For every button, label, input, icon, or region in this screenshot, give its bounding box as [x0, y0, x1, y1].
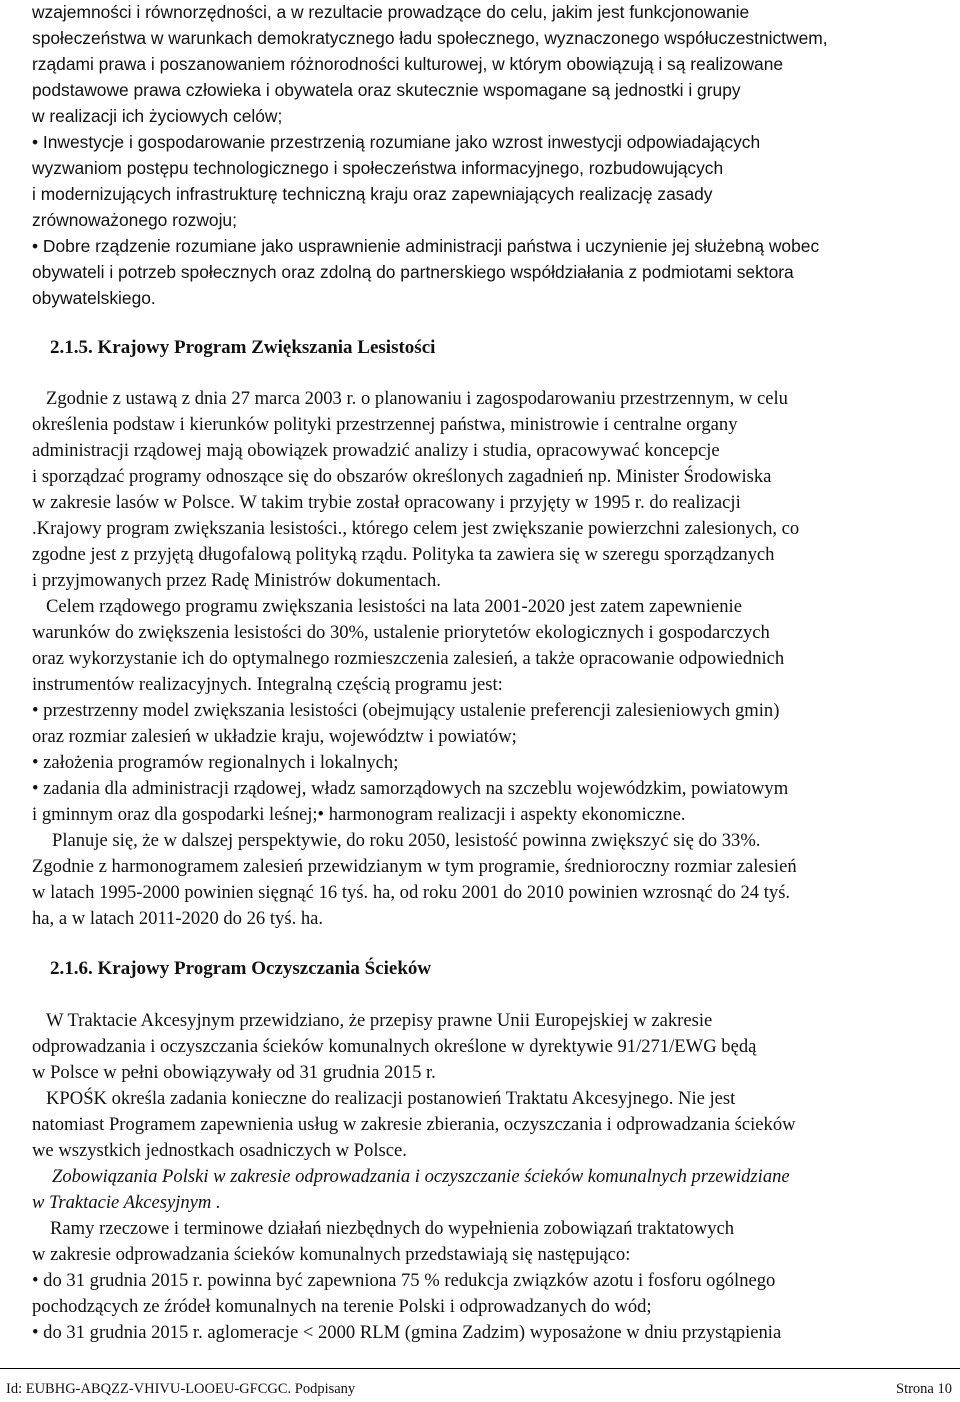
text-line: zrównoważonego rozwoju;	[32, 210, 237, 230]
text-line: ha, a w latach 2011-2020 do 26 tyś. ha.	[32, 908, 324, 929]
text-line: w realizacji ich życiowych celów;	[32, 106, 283, 126]
text-line: wzajemności i równorzędności, a w rezultacie prowadzące do celu, jakim jest funkcjonowanie	[32, 2, 750, 22]
italic-text-line: w Traktacie Akcesyjnym .	[32, 1192, 221, 1213]
text-line: w zakresie lasów w Polsce. W takim trybie został opracowany i przyjęty w 1995 r. do realizacji	[32, 492, 741, 513]
text-line: w Polsce w pełni obowiązywały od 31 grudnia 2015 r.	[32, 1062, 436, 1083]
text-line: obywatelskiego.	[32, 288, 156, 308]
text-line: natomiast Programem zapewnienia usług w zakresie zbierania, oczyszczania i odprowadzania ścieków	[32, 1114, 796, 1135]
text-line: Zgodnie z harmonogramem zalesień przewidzianym w tym programie, średnioroczny rozmiar zalesień	[32, 856, 797, 877]
text-line: Planuje się, że w dalszej perspektywie, do roku 2050, lesistość powinna zwiększyć się do 33%.	[52, 830, 761, 851]
text-line: administracji rządowej mają obowiązek prowadzić analizy i studia, opracowywać koncepcje	[32, 440, 720, 461]
text-line: .Krajowy program zwiększania lesistości., którego celem jest zwiększanie powierzchni zalesionych, co	[32, 518, 800, 539]
text-line: Celem rządowego programu zwiększania lesistości na lata 2001-2020 jest zatem zapewnienie	[46, 596, 742, 617]
section-heading: 2.1.5. Krajowy Program Zwiększania Lesistości	[50, 337, 436, 358]
text-line: obywateli i potrzeb społecznych oraz zdolną do partnerskiego współdziałania z podmiotami sektora	[32, 262, 794, 282]
text-line: i sporządzać programy odnoszące się do obszarów określonych zagadnień np. Minister Środowiska	[32, 466, 772, 487]
bullet-item: • do 31 grudnia 2015 r. powinna być zapewniona 75 % redukcja związków azotu i fosforu ogólnego	[32, 1270, 776, 1291]
page-footer	[0, 1368, 960, 1402]
text-line: KPOŚK określa zadania konieczne do realizacji postanowień Traktatu Akcesyjnego. Nie jest	[46, 1088, 736, 1109]
text-line: społeczeństwa w warunkach demokratycznego ładu społecznego, wyznaczonego współuczestnictwem,	[32, 28, 828, 48]
text-line: zgodne jest z przyjętą długofalową polityką rządu. Polityka ta zawiera się w szeregu sporządzanych	[32, 544, 775, 565]
bullet-item: • zadania dla administracji rządowej, władz samorządowych na szczeblu wojewódzkim, powiatowym	[32, 778, 789, 799]
bullet-item: • założenia programów regionalnych i lokalnych;	[32, 752, 399, 773]
text-line: pochodzących ze źródeł komunalnych na terenie Polski i odprowadzanych do wód;	[32, 1296, 652, 1317]
page-number: Strona 10	[896, 1381, 952, 1397]
text-line: W Traktacie Akcesyjnym przewidziano, że przepisy prawne Unii Europejskiej w zakresie	[46, 1010, 713, 1031]
text-line: instrumentów realizacyjnych. Integralną częścią programu jest:	[32, 674, 503, 695]
text-line: oraz wykorzystanie ich do optymalnego rozmieszczenia zalesień, a także opracowanie odpowiednich	[32, 648, 785, 669]
footer-divider	[0, 1368, 960, 1369]
bullet-item: • Inwestycje i gospodarowanie przestrzenią rozumiane jako wzrost inwestycji odpowiadających	[32, 132, 761, 152]
text-line: Ramy rzeczowe i terminowe działań niezbędnych do wypełnienia zobowiązań traktatowych	[50, 1218, 735, 1239]
text-line: określenia podstaw i kierunków polityki przestrzennej państwa, ministrowie i centralne organy	[32, 414, 738, 435]
text-line: w latach 1995-2000 powinien sięgnąć 16 tyś. ha, od roku 2001 do 2010 powinien wzrosnąć do 24 tyś.	[32, 882, 791, 903]
text-line: i przyjmowanych przez Radę Ministrów dokumentach.	[32, 570, 441, 591]
text-line: podstawowe prawa człowieka i obywatela oraz skutecznie wspomagane są jednostki i grupy	[32, 80, 741, 100]
text-line: wyzwaniom postępu technologicznego i społeczeństwa informacyjnego, rozbudowujących	[32, 158, 724, 178]
text-line: oraz rozmiar zalesień w układzie kraju, województw i powiatów;	[32, 726, 517, 747]
document-id: Id: EUBHG-ABQZZ-VHIVU-LOOEU-GFCGC. Podpisany	[6, 1381, 356, 1397]
text-line: w zakresie odprowadzania ścieków komunalnych przedstawiają się następująco:	[32, 1244, 631, 1265]
section-heading: 2.1.6. Krajowy Program Oczyszczania Ścieków	[50, 958, 432, 979]
text-line: odprowadzania i oczyszczania ścieków komunalnych określone w dyrektywie 91/271/EWG będą	[32, 1036, 757, 1057]
bullet-item: • przestrzenny model zwiększania lesistości (obejmujący ustalenie preferencji zalesieniowych gmin)	[32, 700, 780, 721]
bullet-item: • Dobre rządzenie rozumiane jako usprawnienie administracji państwa i uczynienie jej służebną wobec	[32, 236, 820, 256]
text-line: i modernizujących infrastrukturę techniczną kraju oraz zapewniających realizację zasady	[32, 184, 713, 204]
text-line: rządami prawa i poszanowaniem różnorodności kulturowej, w którym obowiązują i są realizowane	[32, 54, 784, 74]
text-line: Zgodnie z ustawą z dnia 27 marca 2003 r. o planowaniu i zagospodarowaniu przestrzennym, w celu	[46, 388, 788, 409]
text-line: we wszystkich jednostkach osadniczych w Polsce.	[32, 1140, 407, 1161]
text-line: warunków do zwiększenia lesistości do 30%, ustalenie priorytetów ekologicznych i gospodarczych	[32, 622, 770, 643]
text-line: i gminnym oraz dla gospodarki leśnej;• harmonogram realizacji i aspekty ekonomiczne.	[32, 804, 686, 825]
bullet-item: • do 31 grudnia 2015 r. aglomeracje < 2000 RLM (gmina Zadzim) wyposażone w dniu przystąpienia	[32, 1322, 782, 1343]
italic-text-line: Zobowiązania Polski w zakresie odprowadzania i oczyszczanie ścieków komunalnych przewidziane	[52, 1166, 790, 1187]
